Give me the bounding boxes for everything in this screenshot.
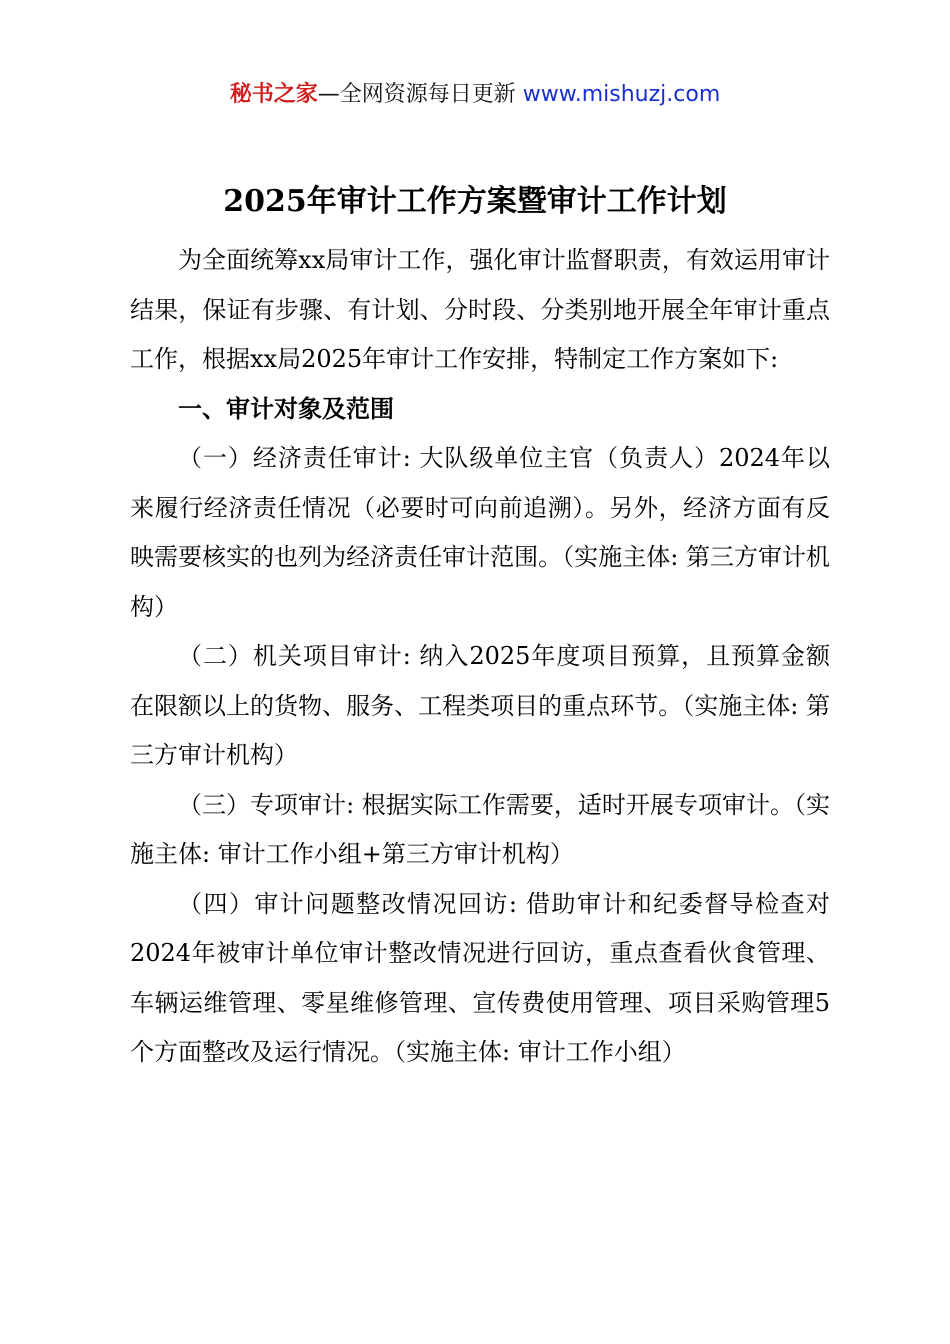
item-agency-project-audit: （二）机关项目审计: 纳入2025年度项目预算，且预算金额在限额以上的货物、服务、工程类项目的重点环节。（实施主体: 第三方审计机构） — [130, 642, 830, 769]
item-economic-responsibility-audit: （一）经济责任审计: 大队级单位主官（负责人）2024年以来履行经济责任情况（必要时可向前追溯）。另外，经济方面有反映需要核实的也列为经济责任审计范围。（实施主体: 第三方审计机构） — [130, 444, 830, 621]
site-brand[interactable]: 秘书之家 — [229, 82, 318, 107]
document-body — [130, 236, 830, 1078]
item-special-audit: （三）专项审计: 根据实际工作需要，适时开展专项审计。（实施主体: 审计工作小组+第三方审计机构） — [130, 790, 830, 868]
document-title: 2025年审计工作方案暨审计工作计划 — [223, 184, 727, 219]
section-heading: 一、审计对象及范围 — [178, 394, 394, 423]
item-rectification-revisit: （四）审计问题整改情况回访: 借助审计和纪委督导检查对2024年被审计单位审计整改情况进行回访，重点查看伙食管理、车辆运维管理、零星维修管理、宣传费使用管理、项目采购管理5个方面整改及运行情况。（实施主体: 审计工作小组） — [130, 889, 830, 1066]
intro-paragraph: 为全面统筹xx局审计工作，强化审计监督职责，有效运用审计结果，保证有步骤、有计划、分时段、分类别地开展全年审计重点工作，根据xx局2025年审计工作安排，特制定工作方案如下: — [130, 246, 830, 373]
site-url-link[interactable]: www.mishuzj.com — [522, 82, 721, 107]
site-header — [0, 80, 950, 110]
site-tagline: —全网资源每日更新 — [317, 82, 516, 107]
